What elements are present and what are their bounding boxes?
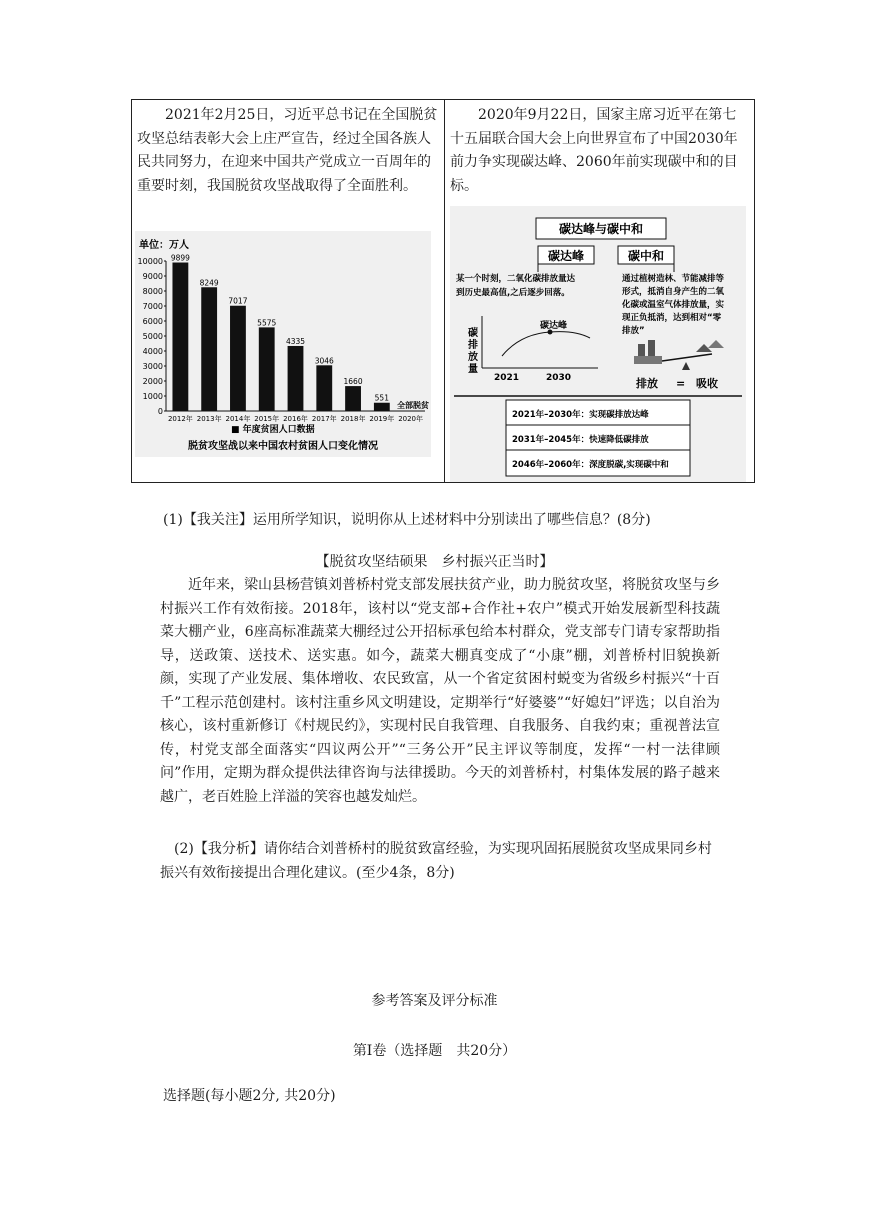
bar-2016年 <box>288 346 304 411</box>
bar-2017年 <box>316 365 332 411</box>
x-tick-label: 2019年 <box>369 415 395 423</box>
material-paragraph: 近年来，梁山县杨营镇刘普桥村党支部发展扶贫产业，助力脱贫攻坚，将脱贫攻坚与乡村振兴工作有效衔接。2018年，该村以“党支部+合作社+农户”模式开始发展新型科技蔬菜大棚产业，6座高标准蔬菜大棚经过公开招标承包给本村群众，党支部专门请专家帮助指导，送政策、送技术、送实惠。如今，蔬菜大棚真变成了“小康”棚，刘普桥村旧貌换新颜，实现了产业发展、集体增收、农民致富，从一个省定贫困村蜕变为省级乡村振兴“十百千”工程示范创建村。该村注重乡风文明建设，定期举行“好婆婆”“好媳妇”评选；以自治为核心，该村重新修订《村规民约》，实现村民自我管理、自我服务、自我约束；重视普法宣传，村党支部全面落实“四议两公开”“三务公开”民主评议等制度，发挥“一村一法律顾问”作用，定期为群众提供法律咨询与法律援助。今天的刘普桥村，村集体发展的路子越来越广，老百姓脸上洋溢的笑容也越发灿烂。 <box>160 577 720 805</box>
x-tick-label: 2020年 <box>398 415 424 423</box>
peak-desc-2: 到历史最高值,之后逐步回落。 <box>456 288 570 298</box>
bar-2014年 <box>230 306 246 411</box>
bar-2015年 <box>259 327 275 411</box>
chart-unit-label: 单位：万人 <box>139 240 189 251</box>
data-label: 8249 <box>199 278 219 288</box>
data-label: 5575 <box>257 318 277 328</box>
y-tick-label: 1000 <box>142 392 163 401</box>
x-tick-label: 2015年 <box>254 415 280 423</box>
question-2: (2)【我分析】请你结合刘普桥村的脱贫致富经验，为实现巩固拓展脱贫攻坚成果同乡村振兴有效衔接提出合理化建议。(至少4条，8分) <box>160 841 712 881</box>
carbon-peak-label: 碳达峰 <box>547 249 585 263</box>
bar-2013年 <box>201 287 217 411</box>
x-tick-label: 2018年 <box>340 415 366 423</box>
y-axis-char-4: 量 <box>468 364 478 375</box>
scale-icon <box>662 354 712 361</box>
x-tick-label: 2014年 <box>225 415 251 423</box>
stage-1: 2021年–2030年：实现碳排放达峰 <box>512 410 649 420</box>
carbon-title: 碳达峰与碳中和 <box>558 222 644 236</box>
y-tick-label: 8000 <box>142 287 163 296</box>
emit-label: 排放 <box>636 377 658 390</box>
data-label: 3046 <box>314 356 334 366</box>
year-2030: 2030 <box>546 373 572 383</box>
bar-2012年 <box>172 263 188 411</box>
y-tick-label: 9000 <box>142 272 163 281</box>
table-divider <box>444 100 445 482</box>
answer-title: 参考答案及评分标准 <box>371 993 498 1009</box>
neutral-desc-2: 形式，抵消自身产生的二氧 <box>622 287 725 297</box>
question-1: (1)【我关注】运用所学知识，说明你从上述材料中分别读出了哪些信息？(8分) <box>163 512 651 528</box>
peak-desc-1: 某一个时刻，二氧化碳排放量达 <box>456 274 576 284</box>
material-table <box>131 99 755 483</box>
y-tick-label: 0 <box>157 407 163 416</box>
x-tick-label: 2016年 <box>283 415 308 423</box>
stage-3: 2046年–2060年：深度脱碳,实现碳中和 <box>512 460 669 470</box>
y-axis-char-2: 排 <box>468 340 478 351</box>
carbon-diagram <box>450 206 746 482</box>
chart-annotation: 全部脱贫 <box>397 401 429 410</box>
x-tick-label: 2013年 <box>196 415 222 423</box>
y-tick-label: 6000 <box>142 317 163 326</box>
peak-curve-label: 碳达峰 <box>540 321 568 331</box>
y-tick-label: 5000 <box>142 332 163 341</box>
equals-sign: = <box>676 377 686 390</box>
bar-2019年 <box>374 403 390 411</box>
y-axis-char-3: 放 <box>468 352 478 363</box>
chart-title: 脱贫攻坚战以来中国农村贫困人口变化情况 <box>188 441 378 452</box>
volume-title: 第Ⅰ卷（选择题 共20分） <box>352 1043 517 1059</box>
x-tick-label: 2012年 <box>167 415 193 423</box>
poverty-bar-chart <box>135 231 431 457</box>
neutral-desc-1: 通过植树造林、节能减排等 <box>622 274 725 284</box>
stage-2: 2031年–2045年：快速降低碳排放 <box>512 435 649 445</box>
year-2021: 2021 <box>494 373 520 383</box>
y-axis-char-1: 碳 <box>468 328 478 339</box>
y-tick-label: 2000 <box>142 377 163 386</box>
carbon-neutral-label: 碳中和 <box>627 249 665 263</box>
y-tick-label: 10000 <box>137 257 163 266</box>
y-tick-label: 4000 <box>142 347 163 356</box>
neutral-desc-3: 化碳或温室气体排放量，实 <box>622 300 725 310</box>
multiple-choice-title: 选择题(每小题2分, 共20分) <box>163 1088 336 1104</box>
data-label: 1660 <box>343 377 363 387</box>
absorb-label: 吸收 <box>696 377 718 390</box>
chart-legend: ■ 年度贫困人口数据 <box>231 425 315 435</box>
y-tick-label: 3000 <box>142 362 163 371</box>
poverty-material-text: 2021年2月25日，习近平总书记在全国脱贫攻坚总结表彰大会上庄严宣告，经过全国各族人民共同努力，在迎来中国共产党成立一百周年的重要时刻，我国脱贫攻坚战取得了全面胜利。 <box>137 107 438 194</box>
section-title: 【脱贫攻坚结硕果 乡村振兴正当时】 <box>315 554 554 570</box>
data-label: 4335 <box>285 336 306 346</box>
y-tick-label: 7000 <box>142 302 163 311</box>
data-label: 7017 <box>228 296 248 306</box>
bar-2018年 <box>345 386 361 411</box>
data-label: 9899 <box>170 253 190 263</box>
data-label: 551 <box>374 393 389 403</box>
neutral-desc-5: 排放” <box>622 326 645 336</box>
neutral-desc-4: 现正负抵消，达到相对“零 <box>622 313 722 323</box>
carbon-material-text: 2020年9月22日，国家主席习近平在第七十五届联合国大会上向世界宣布了中国2030年前力争实现碳达峰、2060年前实现碳中和的目标。 <box>450 107 738 194</box>
x-tick-label: 2017年 <box>311 415 337 423</box>
